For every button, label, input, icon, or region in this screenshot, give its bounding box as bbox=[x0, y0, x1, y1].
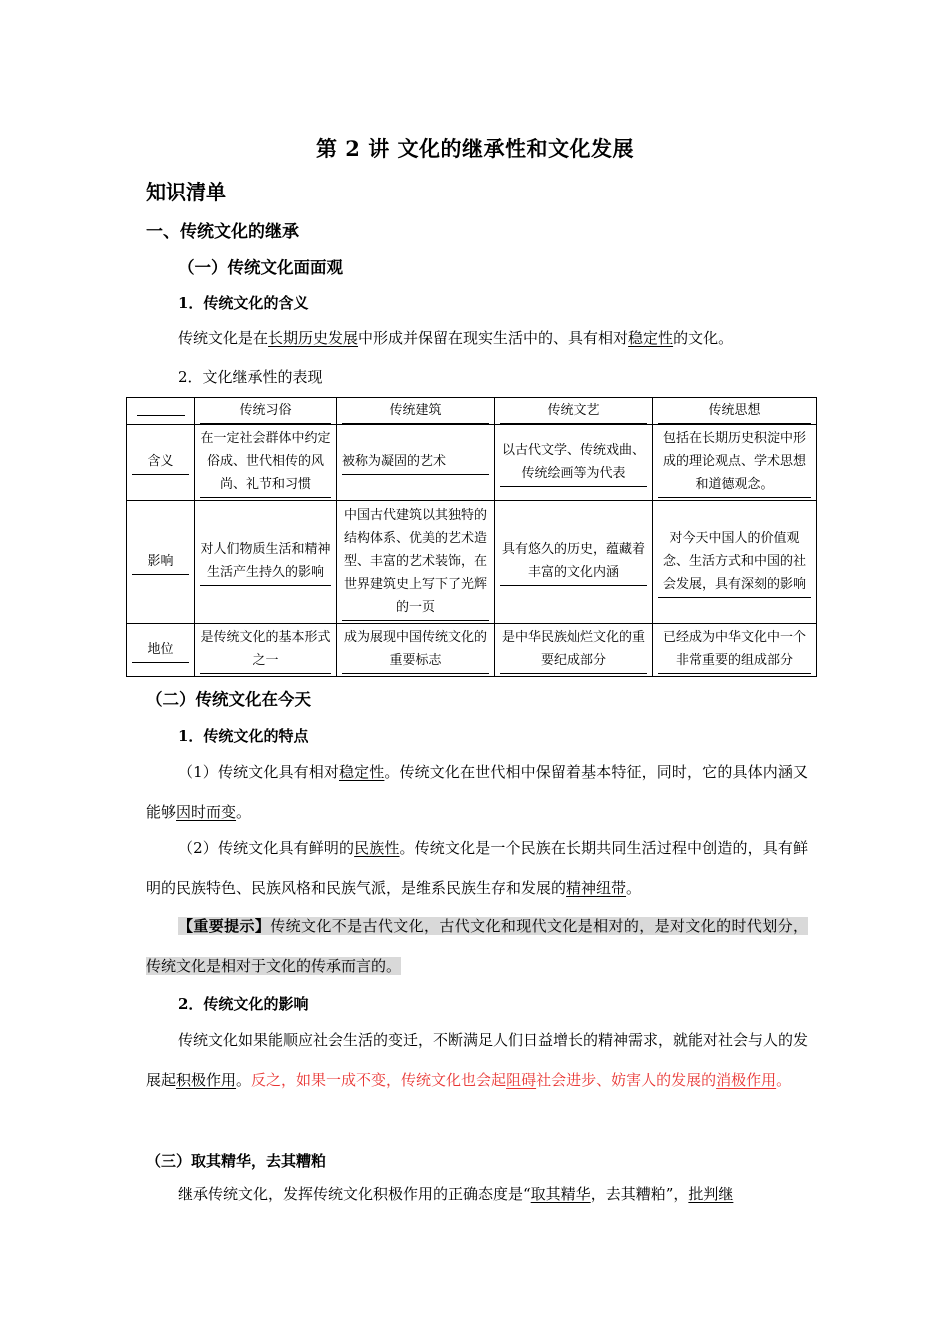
answer-span: 长期历史发展 bbox=[268, 329, 359, 347]
table-row bbox=[127, 624, 817, 677]
text-span: ，去其糟粕”， bbox=[590, 1185, 689, 1203]
row-label: 含义 bbox=[127, 425, 195, 501]
table-cell: 被称为凝固的艺术 bbox=[337, 425, 495, 501]
text-span: 。 bbox=[626, 879, 642, 897]
text-span: 。传统文化在世代相中保留着基本特征，同时，它的具体内涵又能够 bbox=[146, 763, 808, 821]
table-cell: 成为展现中国传统文化的重要标志 bbox=[337, 624, 495, 677]
red-text: 反之，如果一成不变，传统文化也会起 bbox=[251, 1071, 507, 1089]
answer-span: 批判继 bbox=[688, 1185, 734, 1203]
table-cell: 已经成为中华文化中一个非常重要的组成部分 bbox=[653, 624, 817, 677]
table-row bbox=[127, 501, 817, 624]
attitude-paragraph bbox=[146, 1174, 808, 1214]
table-cell: 对人们物质生活和精神生活产生持久的影响 bbox=[195, 501, 337, 624]
sub1-item1-heading: 1．传统文化的含义 bbox=[178, 294, 309, 312]
tip-text: 传统文化不是古代文化，古代文化和现代文化是相对的，是对文化的时代划分，传统文化是相对于文化的传承而言的。 bbox=[146, 917, 808, 975]
table-header-cell: 传统文艺 bbox=[495, 398, 653, 425]
table-cell: 中国古代建筑以其独特的结构体系、优美的艺术造型、丰富的艺术装饰，在世界建筑史上写下了光辉的一页 bbox=[337, 501, 495, 624]
table-corner-cell bbox=[127, 398, 195, 425]
table-cell: 具有悠久的历史，蕴藏着丰富的文化内涵 bbox=[495, 501, 653, 624]
table-cell: 包括在长期历史积淀中形成的理论观点、学术思想和道德观念。 bbox=[653, 425, 817, 501]
answer-span: 积极作用 bbox=[176, 1071, 237, 1089]
section1-heading: 一、传统文化的继承 bbox=[146, 222, 299, 242]
text-span: 中形成并保留在现实生活中的、具有相对 bbox=[358, 329, 629, 347]
table-header-row bbox=[127, 398, 817, 425]
red-answer: 阻碍 bbox=[506, 1071, 537, 1089]
text-span: 继承传统文化，发挥传统文化积极作用的正确态度是“ bbox=[178, 1185, 531, 1203]
blank-line bbox=[137, 399, 185, 416]
answer-span: 民族性 bbox=[354, 839, 400, 857]
answer-span: 稳定性 bbox=[339, 763, 385, 781]
text-span: （1）传统文化具有相对 bbox=[178, 763, 339, 781]
sub3-heading: （三）取其精华，去其糟粕 bbox=[146, 1152, 327, 1170]
answer-span: 稳定性 bbox=[628, 329, 674, 347]
row-label: 影响 bbox=[127, 501, 195, 624]
inheritance-table bbox=[126, 397, 817, 677]
answer-span: 因时而变 bbox=[176, 803, 237, 821]
row-label: 地位 bbox=[127, 624, 195, 677]
red-text: 。 bbox=[776, 1071, 792, 1089]
tip-label: 【重要提示】 bbox=[178, 917, 271, 935]
sub1-heading: （一）传统文化面面观 bbox=[178, 258, 343, 277]
red-answer: 消极作用 bbox=[716, 1071, 777, 1089]
influence-paragraph bbox=[146, 1020, 808, 1100]
feature-paragraph-2 bbox=[146, 828, 808, 908]
answer-span: 取其精华 bbox=[530, 1185, 591, 1203]
important-tip bbox=[146, 906, 808, 986]
feature-paragraph-1 bbox=[146, 752, 808, 832]
table-cell: 以古代文学、传统戏曲、传统绘画等为代表 bbox=[495, 425, 653, 501]
table-header-cell: 传统习俗 bbox=[195, 398, 337, 425]
table-cell: 对今天中国人的价值观念、生活方式和中国的社会发展，具有深刻的影响 bbox=[653, 501, 817, 624]
knowledge-heading: 知识清单 bbox=[146, 180, 226, 204]
table-row bbox=[127, 425, 817, 501]
lesson-title: 第 2 讲 文化的继承性和文化发展 bbox=[315, 136, 635, 161]
text-span: 。 bbox=[236, 803, 252, 821]
definition-paragraph bbox=[178, 318, 818, 358]
sub2-heading: （二）传统文化在今天 bbox=[146, 690, 311, 709]
text-span: 传统文化是在 bbox=[178, 329, 269, 347]
table-header-cell: 传统建筑 bbox=[337, 398, 495, 425]
text-span: 的文化。 bbox=[673, 329, 734, 347]
sub2-item1-heading: 1．传统文化的特点 bbox=[178, 727, 309, 745]
text-span: （2）传统文化具有鲜明的 bbox=[178, 839, 355, 857]
sub1-item2-heading: 2．文化继承性的表现 bbox=[178, 368, 323, 386]
text-span: 。 bbox=[236, 1071, 252, 1089]
table-cell: 在一定社会群体中约定俗成、世代相传的风尚、礼节和习惯 bbox=[195, 425, 337, 501]
sub2-item2-heading: 2．传统文化的影响 bbox=[178, 995, 309, 1013]
answer-span: 精神纽带 bbox=[566, 879, 627, 897]
red-text: 社会进步、妨害人的发展的 bbox=[536, 1071, 717, 1089]
table-header-cell: 传统思想 bbox=[653, 398, 817, 425]
text-span: 。传统文化是一个民族在长期共同生活过程中创造的，具有鲜明的民族特色、民族风格和民族气派，是维系民族生存和发展的 bbox=[146, 839, 808, 897]
text-span: 传统文化如果能顺应社会生活的变迁，不断满足人们日益增长的精神需求，就能对社会与人的发展起 bbox=[146, 1031, 809, 1089]
table-cell: 是中华民族灿烂文化的重要纪成部分 bbox=[495, 624, 653, 677]
table-cell: 是传统文化的基本形式之一 bbox=[195, 624, 337, 677]
